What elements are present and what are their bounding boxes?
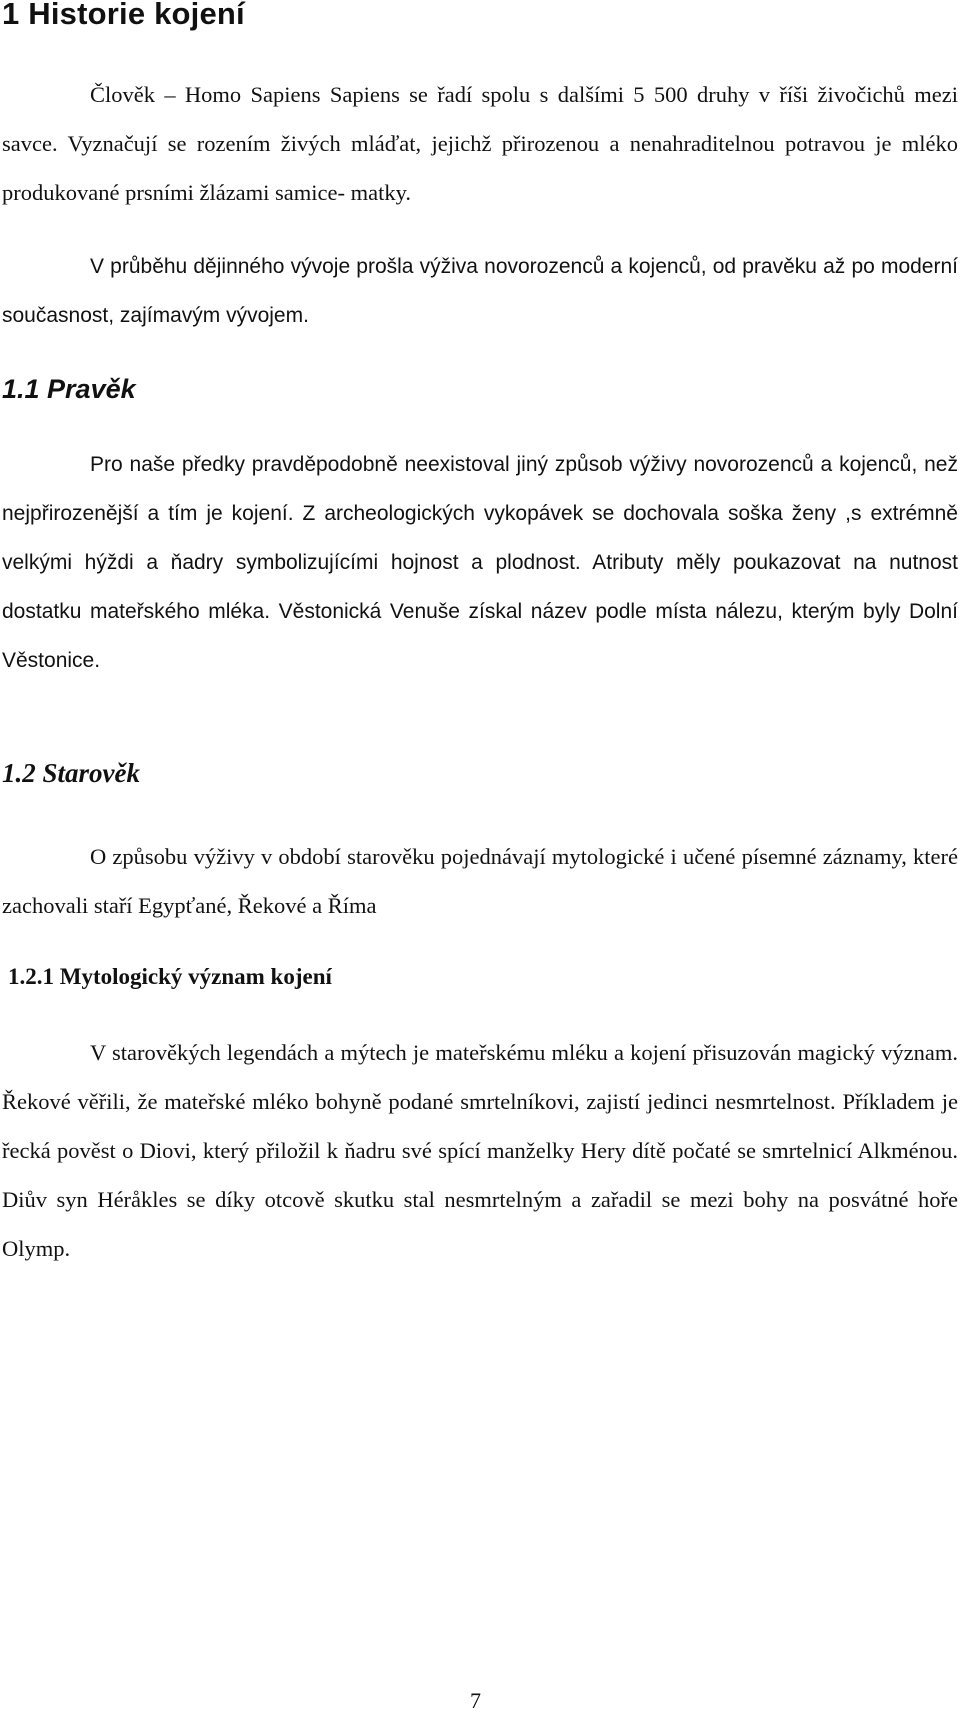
intro-paragraph-2: V průběhu dějinného vývoje prošla výživa novorozenců a kojenců, od pravěku až po moderní současnost, zajímavým vývojem. — [2, 255, 958, 327]
starovek-paragraph: O způsobu výživy v období starověku pojednávají mytologické i učené písemné záznamy, které zachovali staří Egypťané, Řekové a Říma — [2, 844, 958, 918]
mytologicky-paragraph: V starověkých legendách a mýtech je mateřskému mléku a kojení přisuzován magický význam. Řekové věřili, že mateřské mléko bohyně podané smrtelníkovi, zajistí jedinci nesmrtelnost. Příkladem je řecká pověst o Diovi, který přiložil k ňadru své spící manželky Hery dítě počaté se smrtelnicí Alkménou. Diův syn Héråkles se díky otcově skutku stal nesmrtelným a zařadil se mezi bohy na posvátné hoře Olymp. — [2, 1040, 958, 1261]
section-heading-pravek: 1.1 Pravěk — [2, 374, 136, 404]
section-heading-starovek: 1.2 Starověk — [2, 758, 140, 788]
page-number: 7 — [470, 1688, 481, 1713]
chapter-heading: 1 Historie kojení — [2, 0, 245, 31]
intro-paragraph-1: Člověk – Homo Sapiens Sapiens se řadí spolu s dalšími 5 500 druhy v říši živočichů mezi savce. Vyznačují se rozením živých mláďat, jejichž přirozenou a nenahraditelnou potravou je mléko produkované prsními žlázami samice- matky. — [2, 82, 958, 205]
pravek-paragraph: Pro naše předky pravděpodobně neexistoval jiný způsob výživy novorozenců a kojenců, než nejpřirozenější a tím je kojení. Z archeologických vykopávek se dochovala soška ženy ,s extrémně velkými hýždi a ňadry symbolizujícími hojnost a plodnost. Atributy měly poukazovat na nutnost dostatku mateřského mléka. Věstonická Venuše získal název podle místa nálezu, kterým byly Dolní Věstonice. — [2, 453, 958, 672]
subsection-heading-mytologicky: 1.2.1 Mytologický význam kojení — [8, 964, 332, 989]
